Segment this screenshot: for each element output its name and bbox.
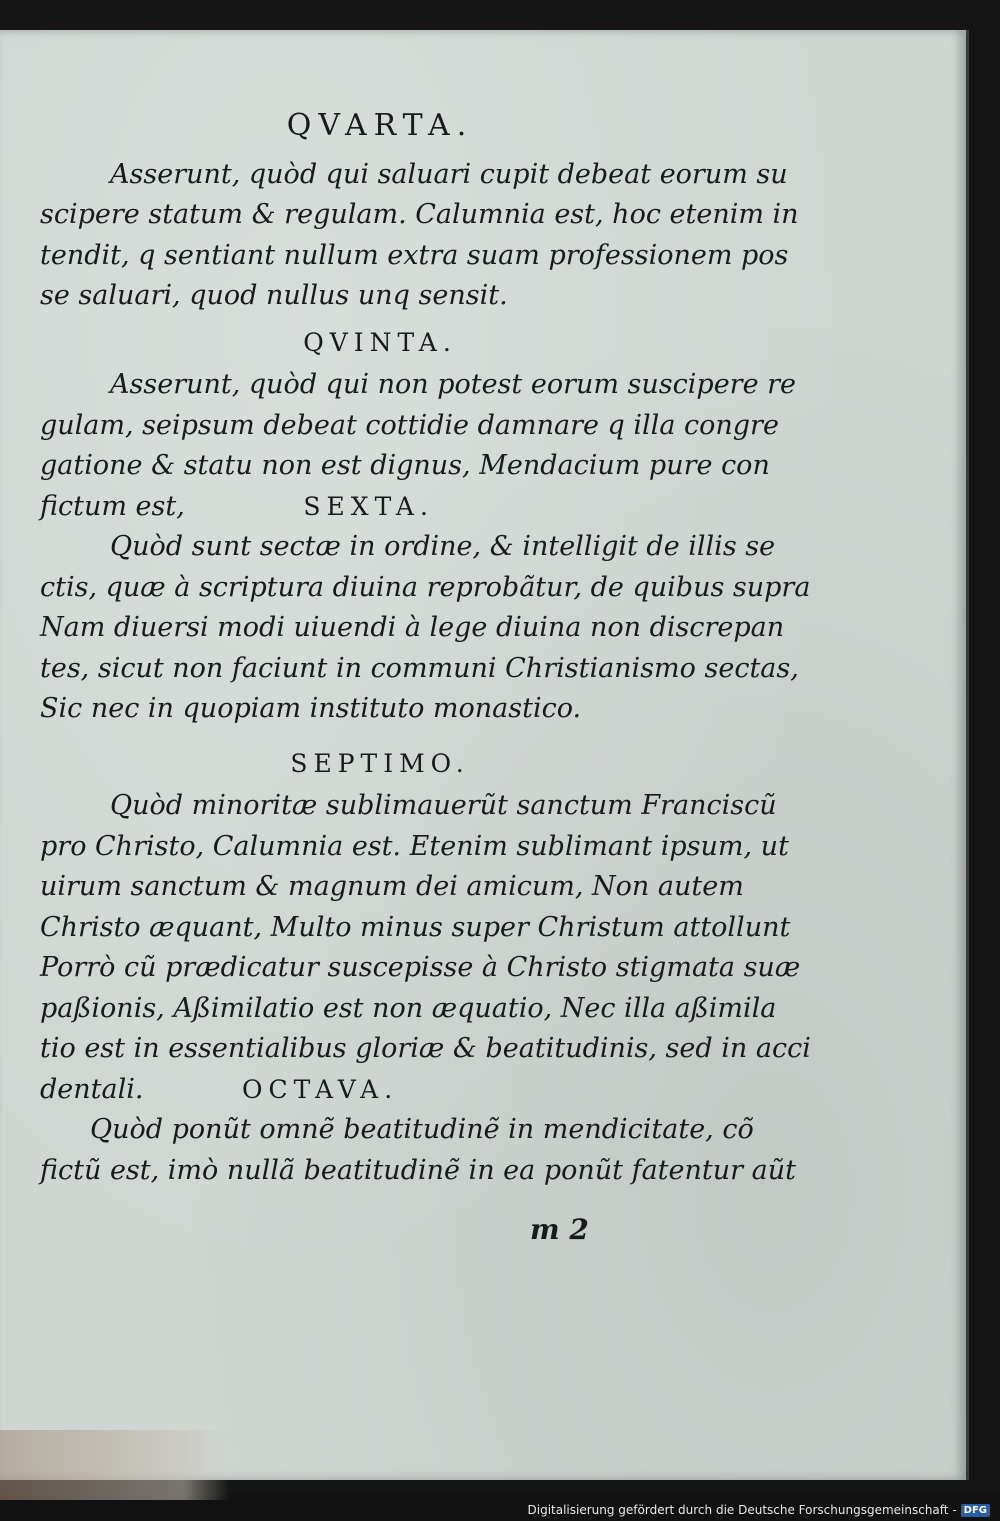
book-page <box>0 30 969 1480</box>
quarta-line: se saluari, quod nullus unq sensit. <box>40 280 508 311</box>
heading-sexta: SEXTA. <box>303 491 434 521</box>
footer-credit <box>528 1503 991 1517</box>
septimo-line: pro Christo, Calumnia est. Etenim sublimant ipsum, ut <box>40 830 789 862</box>
heading-septimo: SEPTIMO. <box>290 748 470 778</box>
sexta-line: Sic nec in quopiam instituto monastico. <box>40 693 582 724</box>
septimo-line: Porrò cũ prædicatur suscepisse à Christo stigmata suæ <box>40 952 801 983</box>
quinta-line: gatione & statu non est dignus, Mendacium pure con <box>40 450 770 481</box>
sexta-line: ctis, quæ à scriptura diuina reprobãtur, de quibus supra <box>40 571 811 603</box>
quinta-line: Asserunt, quòd qui non potest eorum suscipere re <box>110 369 797 400</box>
sexta-line: Nam diuersi modi uiuendi à lege diuina non discrepan <box>40 612 785 643</box>
heading-octava: OCTAVA. <box>242 1074 399 1104</box>
quinta-last-line <box>40 487 720 528</box>
septimo-line: paßionis, Aßimilatio est non æquatio, Nec illa aßimila <box>40 992 777 1024</box>
quinta-line: gulam, seipsum debeat cottidie damnare q illa congre <box>40 409 779 441</box>
heading-quinta: QVINTA. <box>303 327 457 357</box>
septimo-line: tio est in essentialibus gloriæ & beatitudinis, sed in acci <box>40 1033 811 1064</box>
quarta-line: tendit, q sentiant nullum extra suam professionem pos <box>40 239 789 271</box>
septimo-line: uirum sanctum & magnum dei amicum, Non autem <box>40 871 744 902</box>
sexta-line: Quòd sunt sectæ in ordine, & intelligit de illis se <box>110 531 776 562</box>
septimo-line: Christo æquant, Multo minus super Christum attollunt <box>40 911 791 943</box>
octava-line: Quòd ponũt omnẽ beatitudinẽ in mendicitate, cõ <box>90 1114 754 1145</box>
text-block <box>40 100 811 1191</box>
dfg-logo-icon: DFG <box>961 1504 990 1517</box>
septimo-last-line <box>40 1070 720 1111</box>
signature-mark: m 2 <box>530 1213 589 1246</box>
octava-line: fictũ est, imò nullã beatitudinẽ in ea ponũt fatentur aũt <box>40 1154 796 1186</box>
quarta-line: Asserunt, quòd qui saluari cupit debeat eorum su <box>110 158 788 190</box>
sexta-line: tes, sicut non faciunt in communi Christianismo sectas, <box>40 652 799 684</box>
septimo-line: Quòd minoritæ sublimauerũt sanctum Franciscũ <box>110 790 777 821</box>
quarta-line: scipere statum & regulam. Calumnia est, hoc etenim in <box>40 199 799 230</box>
footer-text: Digitalisierung gefördert durch die Deutsche Forschungsgemeinschaft - <box>527 1503 957 1517</box>
heading-quarta: QVARTA. <box>286 108 474 143</box>
page-edge-stain <box>0 1430 230 1500</box>
quinta-line: fictum est, <box>40 490 185 522</box>
septimo-line: dentali. <box>40 1073 144 1105</box>
